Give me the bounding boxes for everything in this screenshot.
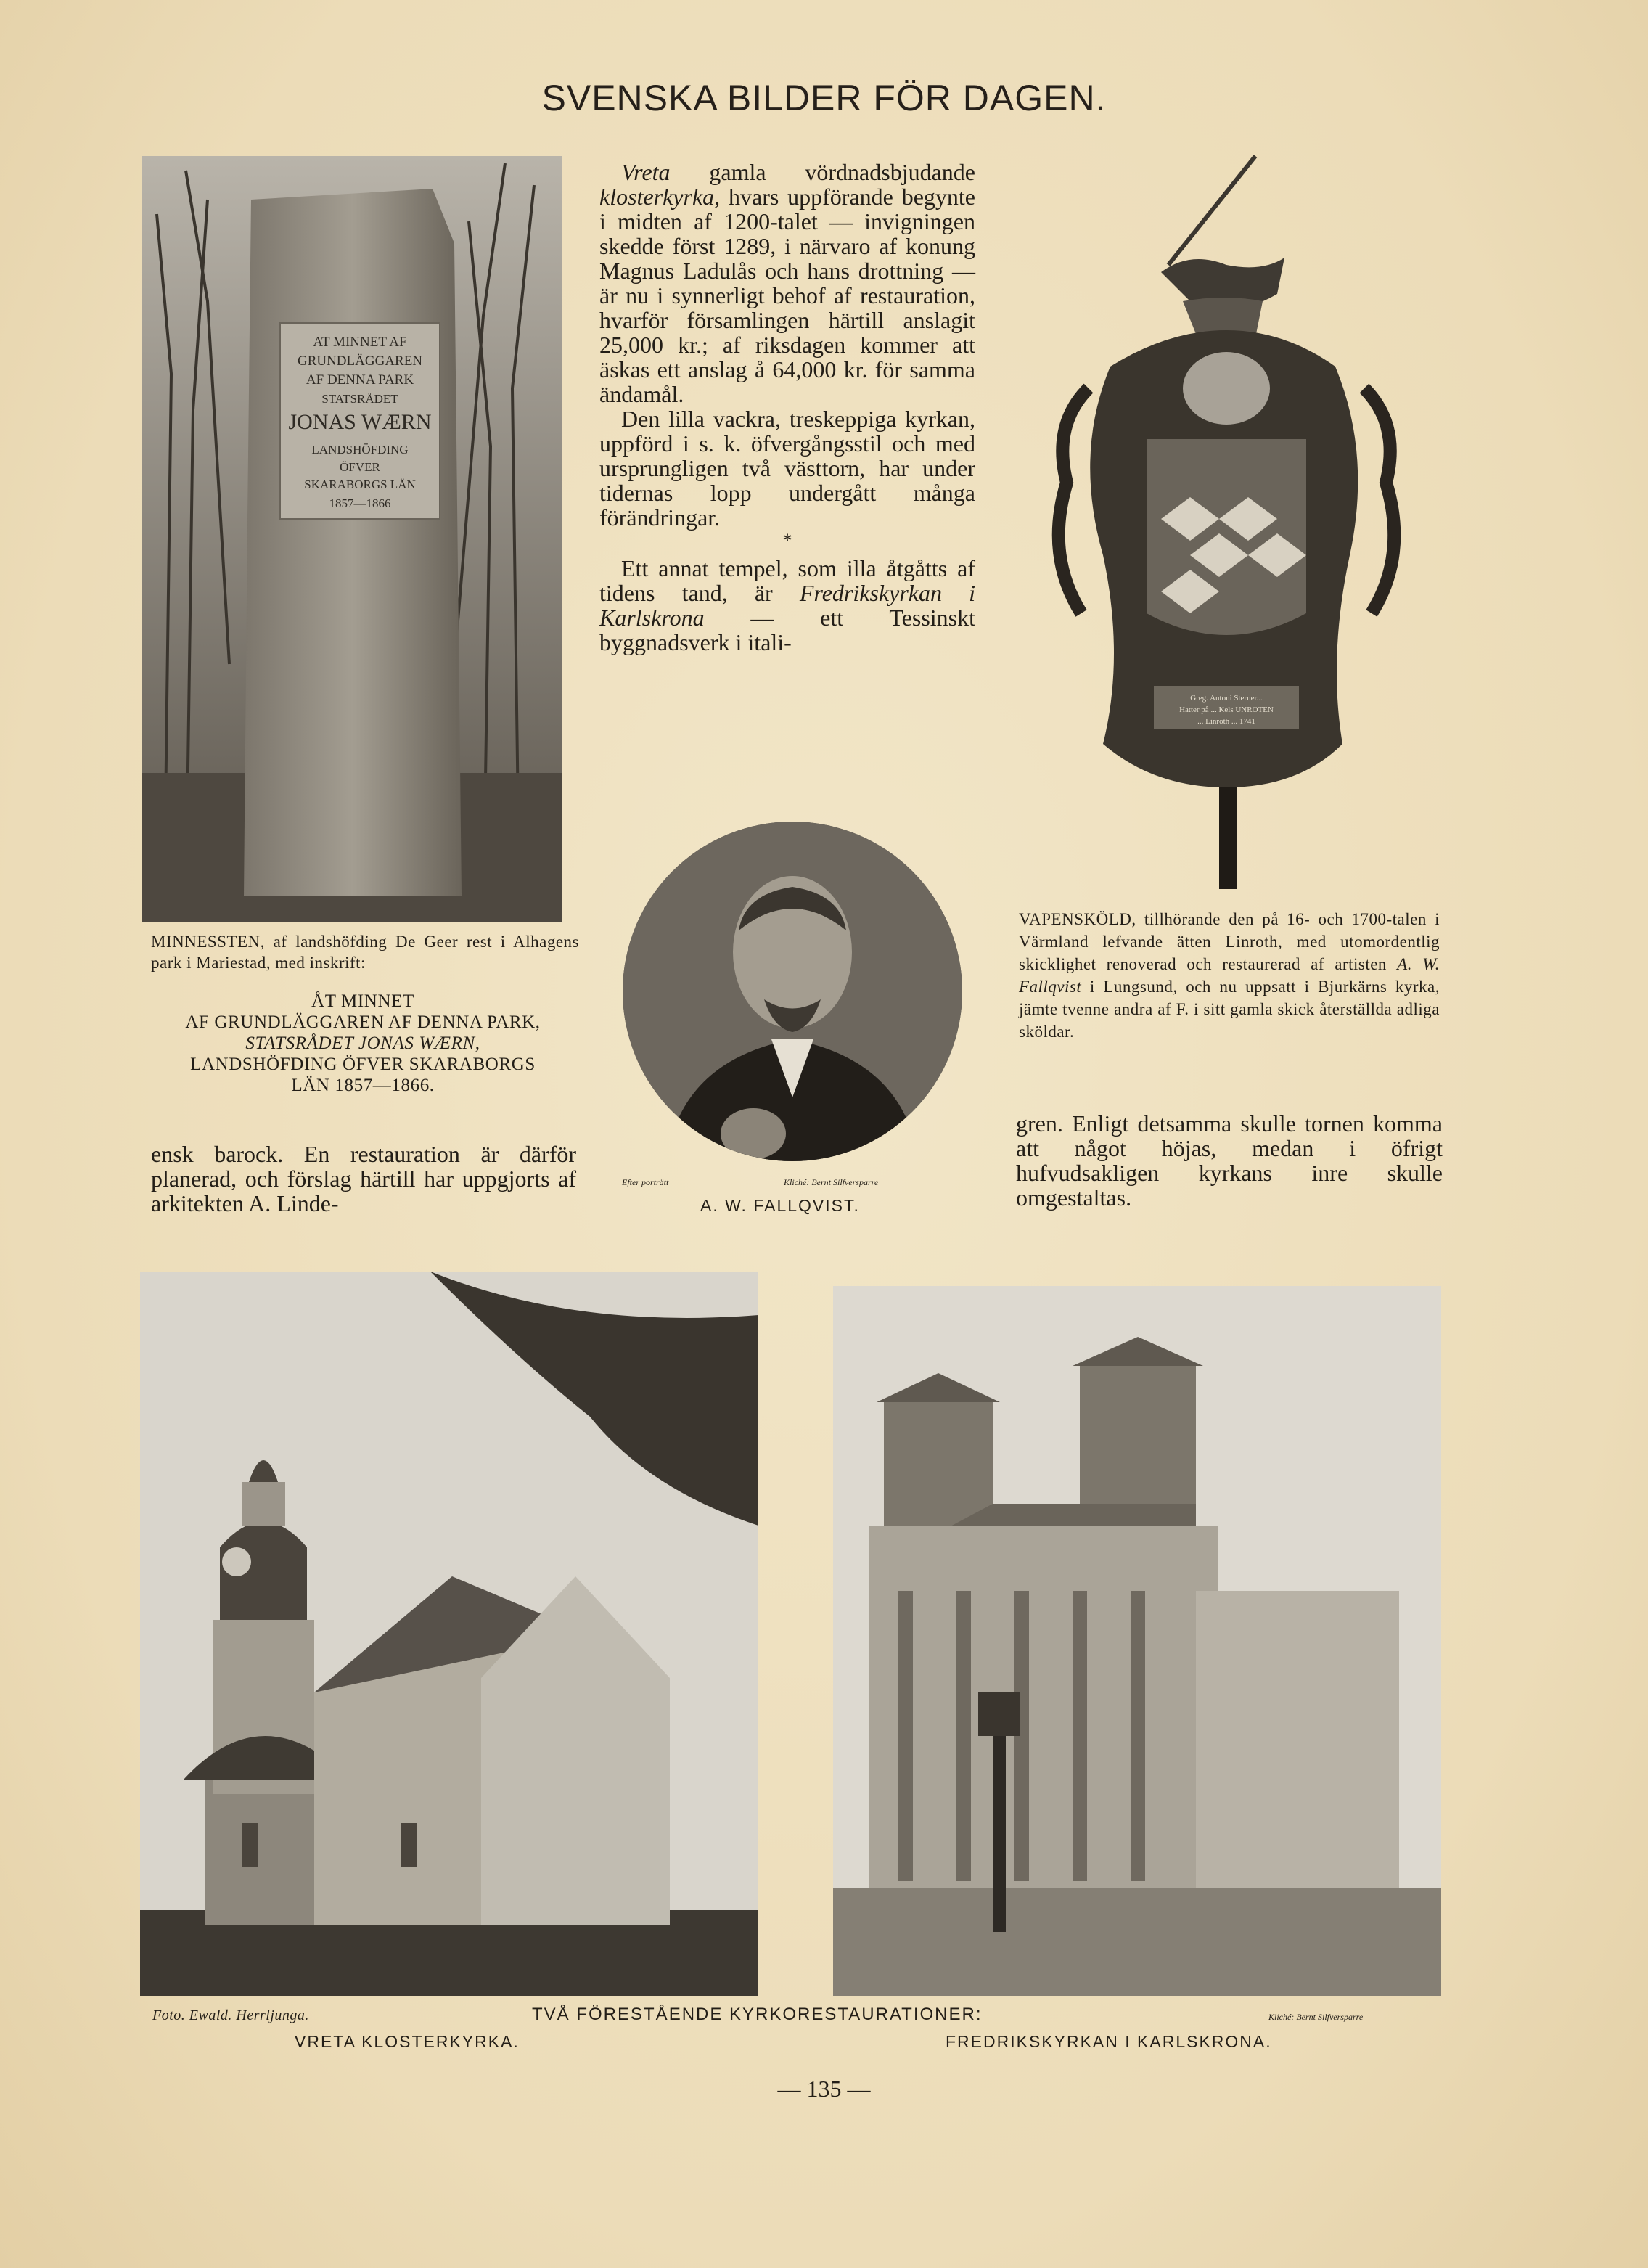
page-title: SVENSKA BILDER FÖR DAGEN. xyxy=(541,78,1107,118)
article-continuation-right: gren. Enligt detsamma skulle tornen komma att något höjas, medan i öfrigt hufvudsakligen kyrkans inre skulle omgestaltas. xyxy=(1016,1110,1443,1211)
memorial-caption-line-2: AF GRUNDLÄGGAREN AF DENNA PARK, xyxy=(185,1012,541,1032)
inscription-plate xyxy=(289,335,432,510)
portrait-name-caption: A. W. FALLQVIST. xyxy=(700,1196,860,1215)
italic-klosterkyrka: klosterkyrka, xyxy=(599,184,721,210)
shield-caption-text-a: VAPENSKÖLD, tillhörande den på 16- och 1700-talen i Värmland lefvande ätten Linroth, med utomordentlig skicklighet renoverad och restaurerad af artisten xyxy=(1019,910,1440,973)
p1-text-b: hvars uppförande begynte i midten af 1200-talet — invigningen skedde först 1289, i närvaro af konung Magnus Ladulås och hans drottning — är nu i synnerligt behof af restauration, hvarför församlingen härtill anslagit 25,000 kr.; af riksdagen kommer att äskas ett anslag å 64,000 kr. för samma ändamål. xyxy=(599,184,976,407)
italic-fredrikskyrkan: Fredrikskyrkan i Karlskrona xyxy=(599,580,976,631)
memorial-caption-intro xyxy=(151,931,579,973)
inscription-line-4: STATSRÅDET xyxy=(321,392,398,406)
inscription-line-1: AT MINNET AF xyxy=(313,335,407,350)
inscription-line-9: 1857—1866 xyxy=(329,496,391,510)
coat-of-arms-image xyxy=(1023,149,1430,896)
inscription-line-5: JONAS WÆRN xyxy=(288,410,432,434)
article-column xyxy=(599,160,975,655)
memorial-caption-line-3: STATSRÅDET JONAS WÆRN, xyxy=(245,1033,480,1053)
article-continuation-left: ensk barock. En restauration är därför planerad, och förslag härtill har uppgjorts af arkitekten A. Linde- xyxy=(151,1141,576,1216)
shield-caption-text-b: i Lungsund, och nu uppsatt i Bjurkärns kyrka, jämte tvenne andra af F. i sitt gamla skick återställda adliga sköldar. xyxy=(1019,978,1440,1041)
fredrikskyrkan-caption: FREDRIKSKYRKAN I KARLSKRONA. xyxy=(946,2032,1272,2051)
inscription-line-2: GRUNDLÄGGAREN xyxy=(297,353,423,369)
bottom-heading: TVÅ FÖRESTÅENDE KYRKORESTAURATIONER: xyxy=(532,2005,983,2024)
vreta-church-photo xyxy=(140,1272,758,1996)
memorial-caption-intro-text: MINNESSTEN, af landshöfding De Geer rest i Alhagens park i Mariestad, med inskrift: xyxy=(151,933,579,972)
memorial-caption-line-5: LÄN 1857—1866. xyxy=(291,1076,435,1095)
portrait-credit-left: Efter porträtt xyxy=(622,1177,669,1187)
photo-credit: Foto. Ewald. Herrljunga. xyxy=(152,2007,309,2023)
portrait-fallqvist xyxy=(623,822,962,1161)
plaque-line-2: Hatter på ... Kels UNROTEN xyxy=(1179,705,1274,714)
section-separator: * xyxy=(782,530,792,551)
italic-vreta: Vreta xyxy=(621,159,671,185)
portrait-credit-right: Kliché: Bernt Silfversparre xyxy=(784,1177,879,1187)
fredrikskyrkan-photo xyxy=(833,1286,1441,1996)
p1-text-a: gamla vördnadsbjudande xyxy=(709,159,976,185)
bottom-cliche-credit: Kliché: Bernt Silfversparre xyxy=(1268,2012,1364,2022)
plaque-line-3: ... Linroth ... 1741 xyxy=(1197,717,1255,726)
memorial-caption-line-1: ÅT MINNET xyxy=(311,991,414,1011)
inscription-line-7: ÖFVER xyxy=(340,460,380,474)
shield-caption xyxy=(1019,908,1440,1043)
plaque-line-1: Greg. Antoni Sterner... xyxy=(1190,694,1263,703)
memorial-stone-photo xyxy=(142,156,562,922)
inscription-line-6: LANDSHÖFDING xyxy=(311,443,409,457)
memorial-caption-line-4: LANDSHÖFDING ÖFVER SKARABORGS xyxy=(190,1055,536,1074)
memorial-caption-inscription xyxy=(145,991,581,1096)
page-number: — 135 — xyxy=(777,2076,871,2102)
p3-text-a: Ett annat tempel, som illa åtgåtts af tidens tand, är xyxy=(599,555,975,606)
article-paragraph-2: Den lilla vackra, treskeppiga kyrkan, uppförd i s. k. öfvergångsstil och med ursprungligen två västtorn, har under tidernas lopp undergått många förändringar. xyxy=(599,406,975,531)
shield-caption-italic: A. W. Fallqvist xyxy=(1019,955,1440,996)
inscription-line-8: SKARABORGS LÄN xyxy=(304,478,416,491)
vreta-caption: VRETA KLOSTERKYRKA. xyxy=(295,2032,520,2051)
inscription-line-3: AF DENNA PARK xyxy=(306,372,414,388)
p3-text-b: — ett Tessinskt byggnadsverk i itali- xyxy=(599,605,976,655)
article-paragraph-1 xyxy=(599,160,975,406)
article-paragraph-3 xyxy=(599,556,975,655)
